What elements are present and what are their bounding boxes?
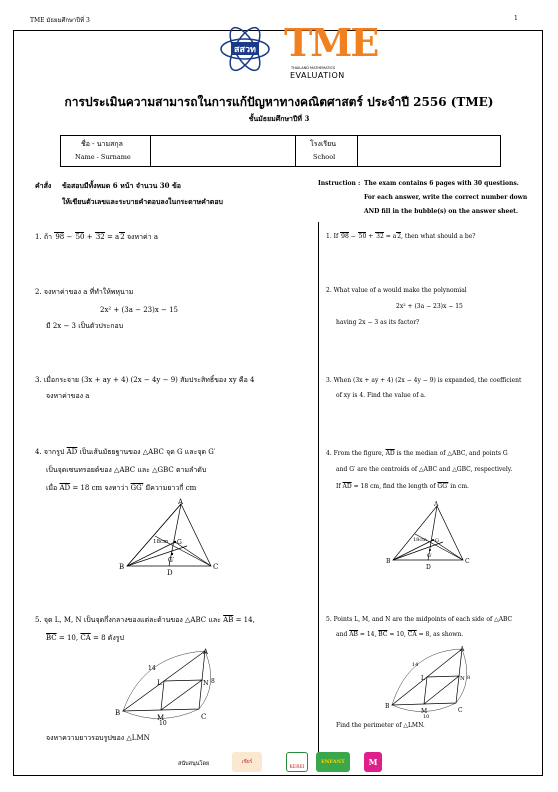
name-label-en: Name - Surname [75,153,131,161]
svg-text:A: A [203,648,209,656]
school-field[interactable] [360,138,498,165]
q2-en-line3: having 2x − 3 as its factor? [336,319,420,326]
svg-text:18cm: 18cm [153,539,169,545]
q1-en: 1. If 98 − 50 + 32 = a2, then what should a be? [326,233,476,240]
q5-th-line2: $\overline{BC} = 10$, $\overline{CA} = 8$ ดังรูป [46,634,124,642]
svg-text:10: 10 [159,720,167,725]
ipst-logo [218,22,272,76]
q1-th: 1. ถ้า 98 − 50 + 32 = a2 จงหาค่า a [35,233,159,241]
instruction-th-line1: ข้อสอบมีทั้งหมด 6 หน้า จำนวน 30 ข้อ [62,181,181,190]
svg-text:G: G [435,538,439,544]
name-field[interactable] [153,138,294,165]
instruction-en-line2: For each answer, write the correct number down [364,194,528,201]
svg-text:L: L [157,679,162,687]
school-label-en: School [313,153,336,161]
svg-text:A: A [178,498,184,506]
q5-en-line1: 5. Points L, M, and N are the midpoints of each side of △ABC [326,616,513,623]
svg-text:14: 14 [412,662,419,668]
q3-en-line2: of xy is 4. Find the value of a. [336,392,426,399]
q5-figure-en [384,643,474,719]
q2-th-line1: 2. จงหาค่าของ a ที่ทำให้พหุนาม [35,288,134,296]
svg-text:10: 10 [423,714,430,719]
sponsor-logo-2: KEREI [286,752,308,772]
instruction-th-line2: ให้เขียนตัวเลขและระบายคำตอบลงในกระดาษคำตอบ [62,197,223,206]
name-label-th: ชื่อ - นามสกุล [81,140,123,148]
svg-text:B: B [119,563,125,571]
svg-text:G: G [177,539,182,546]
q4-en-line3: If $\overline{AD} = 18$ cm, find the length of GG′ in cm. [336,483,469,490]
q5-figure-th [113,645,223,725]
q4-th-line2: เป็นจุดเซนทรอยด์ของ △ABC และ △GBC ตามลำดับ [46,466,207,474]
svg-text:M: M [421,708,428,715]
page-title: การประเมินความสามารถในการแก้ปัญหาทางคณิตศาสตร์ ประจำปี 2556 (TME) [64,95,494,109]
q2-en-line1: 2. What value of a would make the polynomial [326,287,467,294]
svg-text:D: D [167,569,173,577]
q4-en-line2: and G′ are the centroids of △ABC and △GBC, respectively. [336,466,513,473]
name-school-box [60,135,501,167]
header-left: TME มัธยมศึกษาปีที่ 3 [30,17,90,24]
svg-text:N: N [203,679,209,687]
svg-text:C: C [458,707,463,714]
sponsor-logo-3: ENFANT [316,752,350,772]
svg-text:C: C [201,713,207,721]
svg-text:B: B [115,709,121,717]
svg-text:A: A [460,646,465,653]
svg-text:D: D [426,564,431,571]
q5-th-line3: จงหาความยาวรอบรูปของ △LMN [46,734,150,742]
q5-en-line3: Find the perimeter of △LMN. [336,722,425,729]
instruction-en-line3: AND fill in the bubble(s) on the answer sheet. [364,208,518,215]
q2-th-line3: มี 2x − 3 เป็นตัวประกอบ [46,322,124,330]
tme-logo-small: THAILAND MATHEMATICS [291,66,336,70]
q4-figure-th [115,496,225,578]
q4-en-line1: 4. From the figure, $\overline{AD}$ is the median of △ABC, and points G [326,450,508,457]
q5-th-line1: 5. จุด L, M, N เป็นจุดกึ่งกลางของแต่ละด้านของ △ABC และ $\overline{AB} = 14$, [35,616,255,624]
svg-text:L: L [421,675,425,682]
column-divider [318,222,319,768]
svg-text:14: 14 [148,665,156,672]
instruction-en-line1: The exam contains 6 pages with 30 questions. [364,180,519,187]
q3-en-line1: 3. When (3x + ay + 4) (2x − 4y − 9) is expanded, the coefficient [326,377,522,384]
tme-logo-eval: EVALUATION [290,71,345,80]
svg-text:G′: G′ [168,557,175,564]
svg-text:A: A [434,501,439,508]
sponsor-logo-4: M [364,752,382,772]
ipst-logo-text: สสวท [234,45,256,55]
svg-text:8: 8 [467,675,471,681]
svg-text:18cm: 18cm [413,537,427,543]
q3-th-line1: 3. เมื่อกระจาย (3x + ay + 4) (2x − 4y − 9) สัมประสิทธิ์ของ xy คือ 4 [35,376,255,384]
svg-text:B: B [386,558,391,565]
svg-text:N: N [460,676,465,682]
q5-en-line2: and $\overline{AB} = 14$, $\overline{BC} = 10$, $\overline{CA} = 8$, as shown. [336,631,464,638]
svg-text:C: C [465,558,470,565]
q4-th-line3: เมื่อ $\overline{AD} = 18$ cm จงหาว่า GG′ มีความยาวกี่ cm [46,484,197,492]
svg-text:8: 8 [211,678,215,685]
instruction-en-label: Instruction : [318,180,361,187]
q2-en-poly: 2x² + (3a − 23)x − 15 [396,303,463,310]
footer-sponsor-label: สนับสนุนโดย [178,761,210,767]
svg-text:C: C [213,563,219,571]
q4-figure-en [383,500,473,572]
q3-th-line2: จงหาค่าของ a [46,392,90,400]
svg-text:G′: G′ [427,553,433,559]
svg-text:B: B [385,703,390,710]
page-number: 1 [514,15,518,22]
q2-th-poly: 2x² + (3a − 23)x − 15 [100,306,179,314]
page-subtitle: ชั้นมัธยมศึกษาปีที่ 3 [248,114,310,123]
q4-th-line1: 4. จากรูป $\overline{AD}$ เป็นเส้นมัธยฐานของ △ABC จุด G และจุด G′ [35,448,216,456]
school-label-th: โรงเรียน [310,140,336,148]
sponsor-logo-1: เชียร์ [232,752,262,772]
svg-text:M: M [157,714,165,722]
tme-logo: TME [284,20,378,65]
instruction-th-label: คำสั่ง [35,181,52,190]
